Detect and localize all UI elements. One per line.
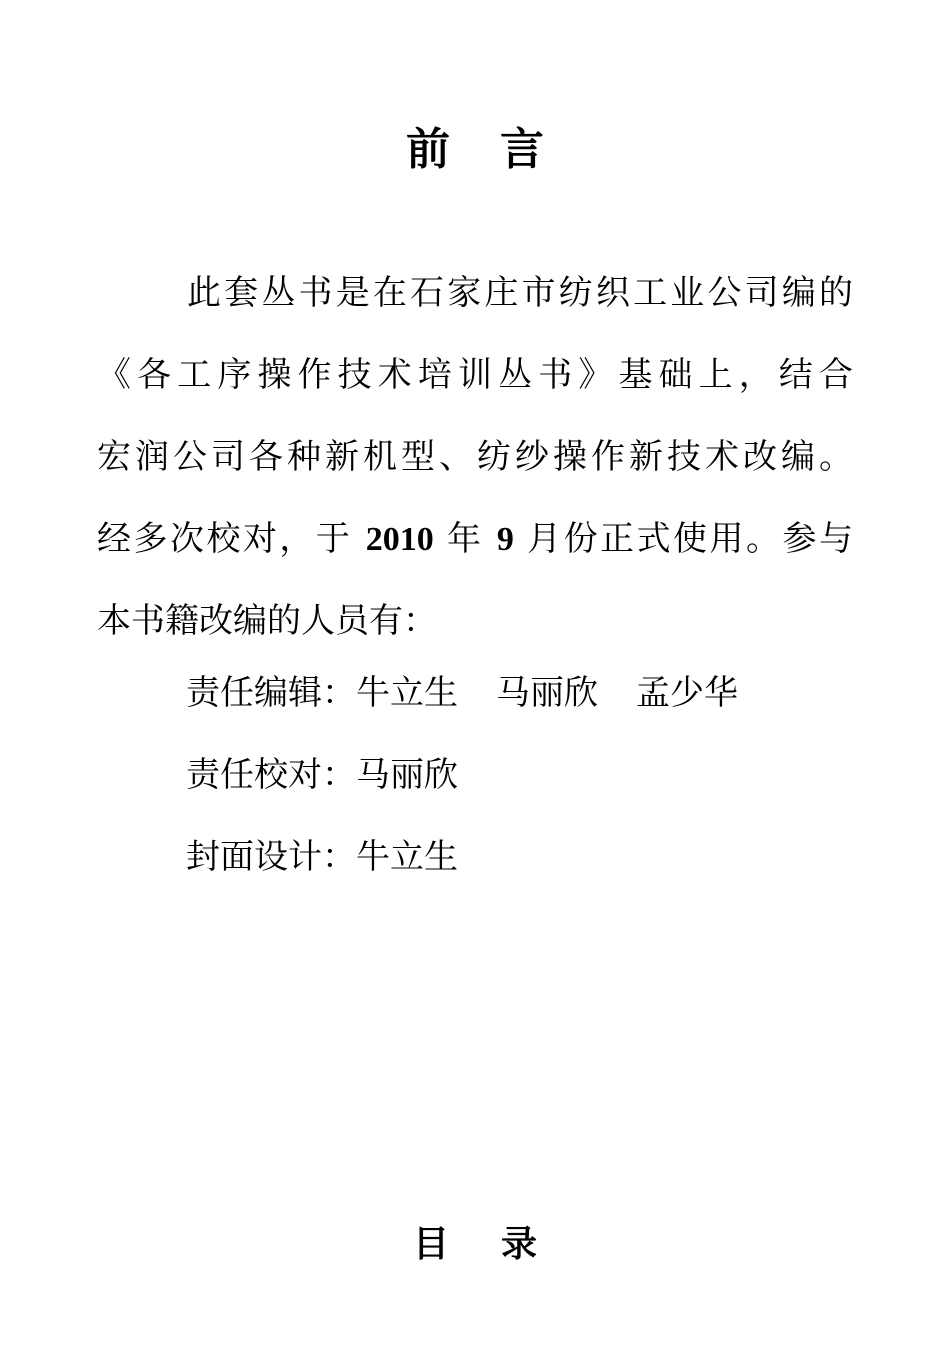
credits-block bbox=[186, 652, 738, 898]
preface-line-4 bbox=[97, 498, 853, 580]
credit-editor bbox=[186, 652, 738, 734]
preface-line-1: 此套丛书是在石家庄市纺织工业公司编的 bbox=[187, 273, 853, 313]
preface-line-5: 本书籍改编的人员有： bbox=[97, 601, 437, 641]
preface-heading-char-1: 前 bbox=[406, 124, 450, 175]
editor-label: 责任编辑： bbox=[186, 673, 356, 713]
preface-line-3: 宏润公司各种新机型、纺纱操作新技术改编。 bbox=[97, 437, 853, 477]
credit-cover-design bbox=[186, 816, 738, 898]
preface-line-4-b: 年 bbox=[447, 519, 484, 559]
editor-name-1: 牛立生 bbox=[356, 673, 458, 713]
preface-month: 9 bbox=[496, 521, 514, 558]
preface-heading-char-2: 言 bbox=[500, 124, 544, 175]
preface-heading bbox=[0, 124, 950, 175]
editor-name-2: 马丽欣 bbox=[496, 673, 598, 713]
toc-heading bbox=[0, 1223, 950, 1265]
preface-body bbox=[97, 252, 853, 662]
editor-name-3: 孟少华 bbox=[636, 673, 738, 713]
preface-line-4-c: 月份正式使用。参与 bbox=[527, 519, 854, 559]
proofreader-name: 马丽欣 bbox=[356, 755, 458, 795]
toc-heading-char-1: 目 bbox=[412, 1223, 449, 1265]
proofreader-label: 责任校对： bbox=[186, 755, 356, 795]
cover-label: 封面设计： bbox=[186, 837, 356, 877]
cover-name: 牛立生 bbox=[356, 837, 458, 877]
credit-proofreader bbox=[186, 734, 738, 816]
preface-line-2: 《各工序操作技术培训丛书》基础上，结合 bbox=[97, 355, 853, 395]
toc-heading-char-2: 录 bbox=[501, 1223, 538, 1265]
preface-year: 2010 bbox=[365, 521, 434, 558]
preface-line-4-a: 经多次校对，于 bbox=[97, 519, 353, 559]
